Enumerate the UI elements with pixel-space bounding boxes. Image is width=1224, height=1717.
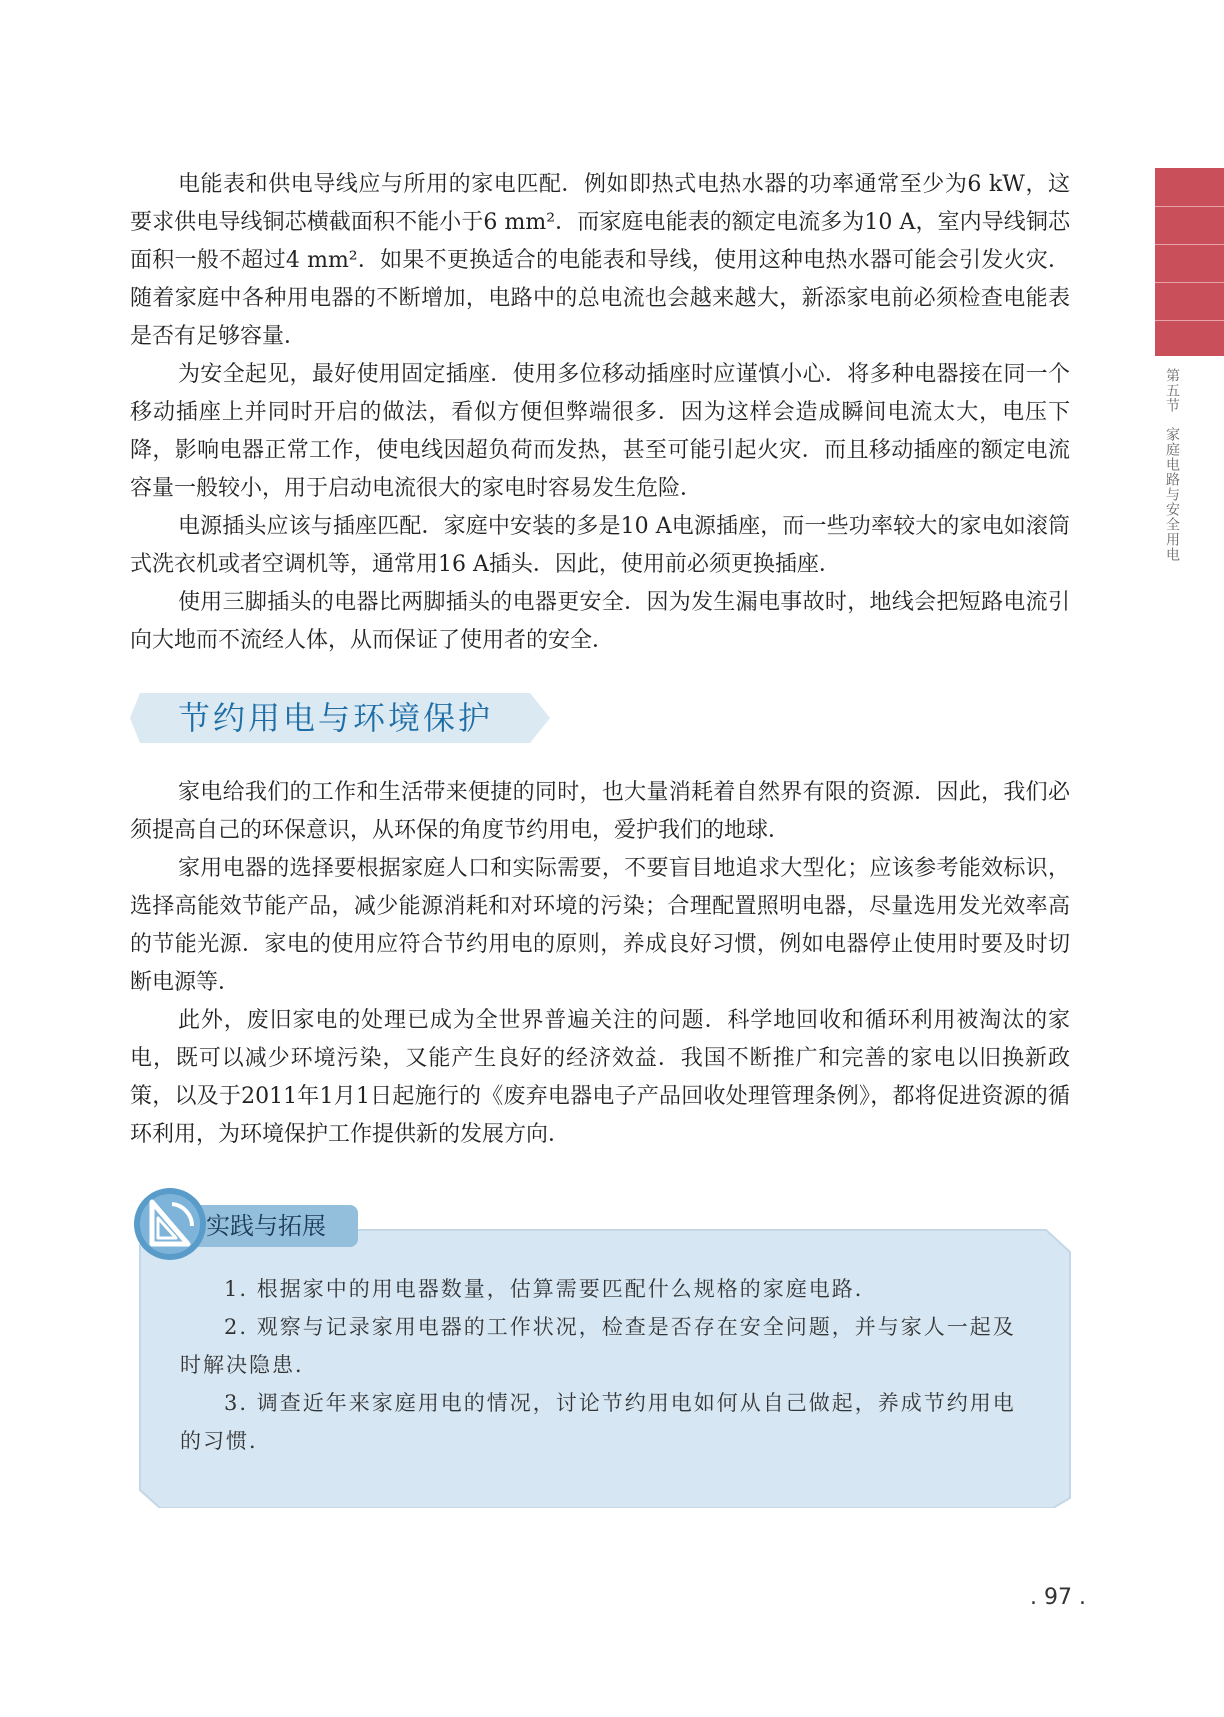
ruler-triangle-icon	[130, 1184, 210, 1264]
section-heading-title: 节约用电与环境保护	[178, 699, 494, 737]
paragraph-three-pin-plug: 使用三脚插头的电器比两脚插头的电器更安全．因为发生漏电事故时，地线会把短路电流引向大地而不流经人体，从而保证了使用者的安全．	[130, 590, 1070, 653]
section-heading	[130, 693, 550, 743]
paragraph-plug-matching: 电源插头应该与插座匹配．家庭中安装的多是10 A电源插座，而一些功率较大的家电如滚筒式洗衣机或者空调机等，通常用16 A插头．因此，使用前必须更换插座．	[130, 514, 1070, 577]
side-section-number: 第五节	[1164, 368, 1180, 413]
practice-item: 2. 观察与记录家用电器的工作状况，检查是否存在安全问题，并与家人一起及时解决隐患．	[180, 1315, 1016, 1377]
practice-item: 3. 调查近年来家庭用电的情况，讨论节约用电如何从自己做起，养成节约用电的习惯．	[180, 1391, 1016, 1453]
page-number: . 97 .	[1030, 1585, 1086, 1610]
practice-tag-label: 实践与拓展	[206, 1212, 326, 1240]
paragraph-socket-safety: 为安全起见，最好使用固定插座．使用多位移动插座时应谨慎小心．将多种电器接在同一个移动插座上并同时开启的做法，看似方便但弊端很多．因为这样会造成瞬间电流太大，电压下降，影响电器正常工作，使电线因超负荷而发热，甚至可能引起火灾．而且移动插座的额定电流容量一般较小，用于启动电流很大的家电时容易发生危险．	[130, 362, 1070, 501]
chapter-side-tab	[1155, 168, 1224, 356]
side-section-label	[1160, 368, 1182, 562]
practice-item: 1. 根据家中的用电器数量，估算需要匹配什么规格的家庭电路．	[224, 1277, 878, 1301]
paragraph-recycling: 此外，废旧家电的处理已成为全世界普遍关注的问题．科学地回收和循环利用被淘汰的家电，既可以减少环境污染，又能产生良好的经济效益．我国不断推广和完善的家电以旧换新政策，以及于2011年1月1日起施行的《废弃电器电子产品回收处理管理条例》，都将促进资源的循环利用，为环境保护工作提供新的发展方向．	[130, 1008, 1070, 1147]
paragraph-environment-awareness: 家电给我们的工作和生活带来便捷的同时，也大量消耗着自然界有限的资源．因此，我们必须提高自己的环保意识，从环保的角度节约用电，爱护我们的地球．	[130, 780, 1070, 843]
practice-list	[180, 1270, 1030, 1460]
paragraph-meter-matching: 电能表和供电导线应与所用的家电匹配．例如即热式电热水器的功率通常至少为6 kW，这要求供电导线铜芯横截面积不能小于6 mm²．而家庭电能表的额定电流多为10 A，室内导线铜芯面积一般不超过4 mm²．如果不更换适合的电能表和导线，使用这种电热水器可能会引发火灾．随着家庭中各种用电器的不断增加，电路中的总电流也会越来越大，新添家电前必须检查电能表是否有足够容量．	[130, 172, 1070, 349]
paragraph-appliance-selection: 家用电器的选择要根据家庭人口和实际需要，不要盲目地追求大型化；应该参考能效标识，选择高能效节能产品，减少能源消耗和对环境的污染；合理配置照明电器，尽量选用发光效率高的节能光源．家电的使用应符合节约用电的原则，养成良好习惯，例如电器停止使用时要及时切断电源等．	[130, 856, 1070, 995]
side-section-title: 家庭电路与安全用电	[1164, 427, 1180, 562]
